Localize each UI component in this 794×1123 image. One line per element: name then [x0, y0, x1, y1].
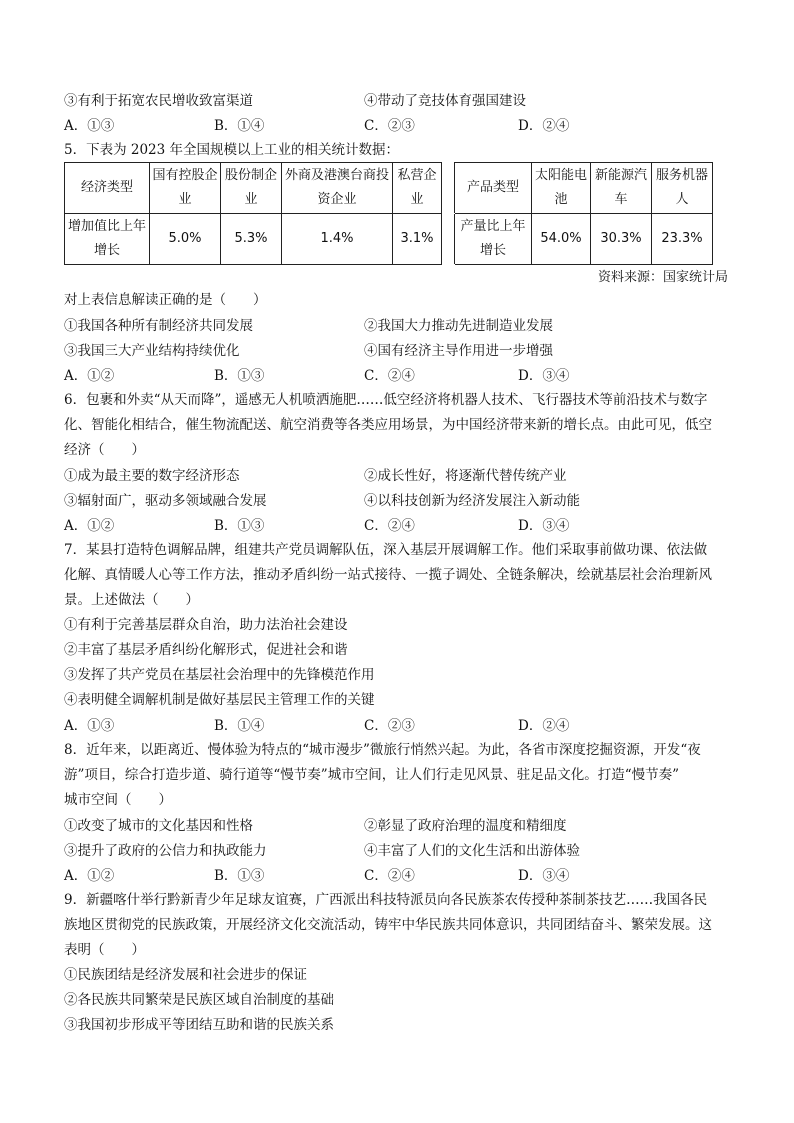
table-cell-header: 外商及港澳台商投资企业 — [282, 163, 393, 214]
table-cell-econ-type: 经济类型 — [65, 163, 150, 214]
q7-item-2: ②丰富了基层矛盾纠纷化解形式，促进社会和谐 — [64, 642, 348, 658]
q8-items-row — [64, 841, 734, 861]
table-cell-product-type: 产品类型 — [455, 163, 532, 214]
q4-answer-row — [64, 116, 734, 136]
q6-stem-line: 化、智能化相结合，催生物流配送、航空消费等各类应用场景，为中国经济带来新的增长点。由此可见，低空 — [64, 417, 712, 433]
q5-items-row — [64, 316, 734, 336]
q8-answer-a[interactable]: A．①② — [64, 868, 115, 884]
q5-answer-c[interactable]: C．②④ — [364, 368, 415, 384]
q9-item-1: ①民族团结是经济发展和社会进步的保证 — [64, 967, 307, 983]
table-cell-header: 股份制企业 — [221, 163, 282, 214]
table-source: 资料来源：国家统计局 — [597, 270, 728, 285]
q4-item-4: ④带动了竞技体育强国建设 — [364, 93, 526, 109]
table-cell-value: 5.3% — [221, 214, 282, 265]
q8-answer-b[interactable]: B．①③ — [214, 868, 265, 884]
table-cell-value: 23.3% — [652, 214, 713, 265]
q7-item-3: ③发挥了共产党员在基层社会治理中的先锋模范作用 — [64, 667, 375, 683]
q8-stem-line: 游”项目，综合打造步道、骑行道等“慢节奏”城市空间，让人们行走见风景、驻足品文化。打造“慢节奏” — [64, 767, 680, 783]
table-value-row — [65, 214, 713, 265]
table-cell-header: 太阳能电池 — [532, 163, 591, 214]
q6-stem-line: 6．包裹和外卖“从天而降”，遥感无人机喷洒施肥……低空经济将机器人技术、飞行器技术等前沿技术与数字 — [64, 392, 708, 408]
q6-item-3: ③辐射面广，驱动多领域融合发展 — [64, 493, 267, 509]
table-cell-value: 5.0% — [150, 214, 221, 265]
q5-answer-d[interactable]: D．③④ — [518, 368, 570, 384]
q9-item-3: ③我国初步形成平等团结互助和谐的民族关系 — [64, 1017, 334, 1033]
table-cell-value: 30.3% — [591, 214, 652, 265]
table-gap — [442, 163, 455, 214]
q6-answer-d[interactable]: D．③④ — [518, 518, 570, 534]
q4-answer-b[interactable]: B．①④ — [214, 118, 265, 134]
table-cell-value: 3.1% — [393, 214, 442, 265]
q6-stem-line: 经济（ ） — [64, 442, 145, 458]
q6-answer-b[interactable]: B．①③ — [214, 518, 265, 534]
q5-answer-row — [64, 366, 734, 386]
table-cell-value: 54.0% — [532, 214, 591, 265]
q7-stem-line: 景。上述做法（ ） — [64, 592, 199, 608]
q8-item-4: ④丰富了人们的文化生活和出游体验 — [364, 843, 580, 859]
q6-answer-row — [64, 516, 734, 536]
q7-answer-d[interactable]: D．②④ — [518, 718, 570, 734]
q9-stem-line: 表明（ ） — [64, 942, 145, 958]
q6-answer-c[interactable]: C．②④ — [364, 518, 415, 534]
q4-items-row — [64, 91, 734, 111]
q7-answer-b[interactable]: B．①④ — [214, 718, 265, 734]
q5-item-4: ④国有经济主导作用进一步增强 — [364, 343, 553, 359]
q8-item-1: ①改变了城市的文化基因和性格 — [64, 818, 253, 834]
table-gap — [442, 214, 455, 265]
q9-item-2: ②各民族共同繁荣是民族区域自治制度的基础 — [64, 992, 334, 1008]
q6-item-4: ④以科技创新为经济发展注入新动能 — [364, 493, 580, 509]
q6-items-row — [64, 466, 734, 486]
q5-item-2: ②我国大力推动先进制造业发展 — [364, 318, 553, 334]
q5-item-3: ③我国三大产业结构持续优化 — [64, 343, 240, 359]
table-cell-value: 1.4% — [282, 214, 393, 265]
q5-answer-a[interactable]: A．①② — [64, 368, 115, 384]
q7-answer-c[interactable]: C．②③ — [364, 718, 415, 734]
q6-item-1: ①成为最主要的数字经济形态 — [64, 468, 240, 484]
q8-answer-row — [64, 866, 734, 886]
q6-item-2: ②成长性好，将逐渐代替传统产业 — [364, 468, 567, 484]
q8-stem-line: 城市空间（ ） — [64, 792, 172, 808]
q4-item-3: ③有利于拓宽农民增收致富渠道 — [64, 93, 253, 109]
q4-answer-a[interactable]: A．①③ — [64, 118, 115, 134]
table-cell-header: 服务机器人 — [652, 163, 713, 214]
q6-answer-a[interactable]: A．①② — [64, 518, 115, 534]
q8-items-row — [64, 816, 734, 836]
q9-stem-line: 族地区贯彻党的民族政策，开展经济文化交流活动，铸牢中华民族共同体意识，共同团结奋斗、繁荣发展。这 — [64, 917, 712, 933]
q8-answer-d[interactable]: D．③④ — [518, 868, 570, 884]
q4-answer-d[interactable]: D．②④ — [518, 118, 570, 134]
q8-answer-c[interactable]: C．②④ — [364, 868, 415, 884]
q4-answer-c[interactable]: C．②③ — [364, 118, 415, 134]
q7-answer-a[interactable]: A．①③ — [64, 718, 115, 734]
q7-item-1: ①有利于完善基层群众自治，助力法治社会建设 — [64, 617, 348, 633]
q7-stem-line: 7．某县打造特色调解品牌，组建共产党员调解队伍，深入基层开展调解工作。他们采取事前做功课、依法做 — [64, 542, 708, 558]
q8-stem-line: 8．近年来，以距离近、慢体验为特点的“城市漫步”微旅行悄然兴起。为此，各省市深度挖掘资源，开发“夜 — [64, 742, 701, 758]
q7-stem-line: 化解、真情暖人心等工作方法，推动矛盾纠纷一站式接待、一揽子调处、全链条解决，绘就基层社会治理新风 — [64, 567, 712, 583]
table-cell-header: 新能源汽车 — [591, 163, 652, 214]
q8-item-2: ②彰显了政府治理的温度和精细度 — [364, 818, 567, 834]
table-header-row — [65, 163, 713, 214]
q8-item-3: ③提升了政府的公信力和执政能力 — [64, 843, 267, 859]
q7-answer-row — [64, 716, 734, 736]
q5-stem: 5．下表为 2023 年全国规模以上工业的相关统计数据： — [64, 142, 400, 158]
table-cell-header: 国有控股企业 — [150, 163, 221, 214]
statistics-table — [64, 162, 713, 265]
table-cell-row-label: 增加值比上年增长 — [65, 214, 150, 265]
q5-answer-b[interactable]: B．①③ — [214, 368, 265, 384]
q6-items-row — [64, 491, 734, 511]
q5-item-1: ①我国各种所有制经济共同发展 — [64, 318, 253, 334]
q5-items-row — [64, 341, 734, 361]
table-cell-row-label: 产量比上年增长 — [455, 214, 532, 265]
table-cell-header: 私营企业 — [393, 163, 442, 214]
q9-stem-line: 9．新疆喀什举行黔新青少年足球友谊赛，广西派出科技特派员向各民族茶农传授种茶制茶技艺……我国各民 — [64, 892, 708, 908]
q5-question: 对上表信息解读正确的是（ ） — [64, 292, 267, 308]
q7-item-4: ④表明健全调解机制是做好基层民主管理工作的关键 — [64, 692, 375, 708]
